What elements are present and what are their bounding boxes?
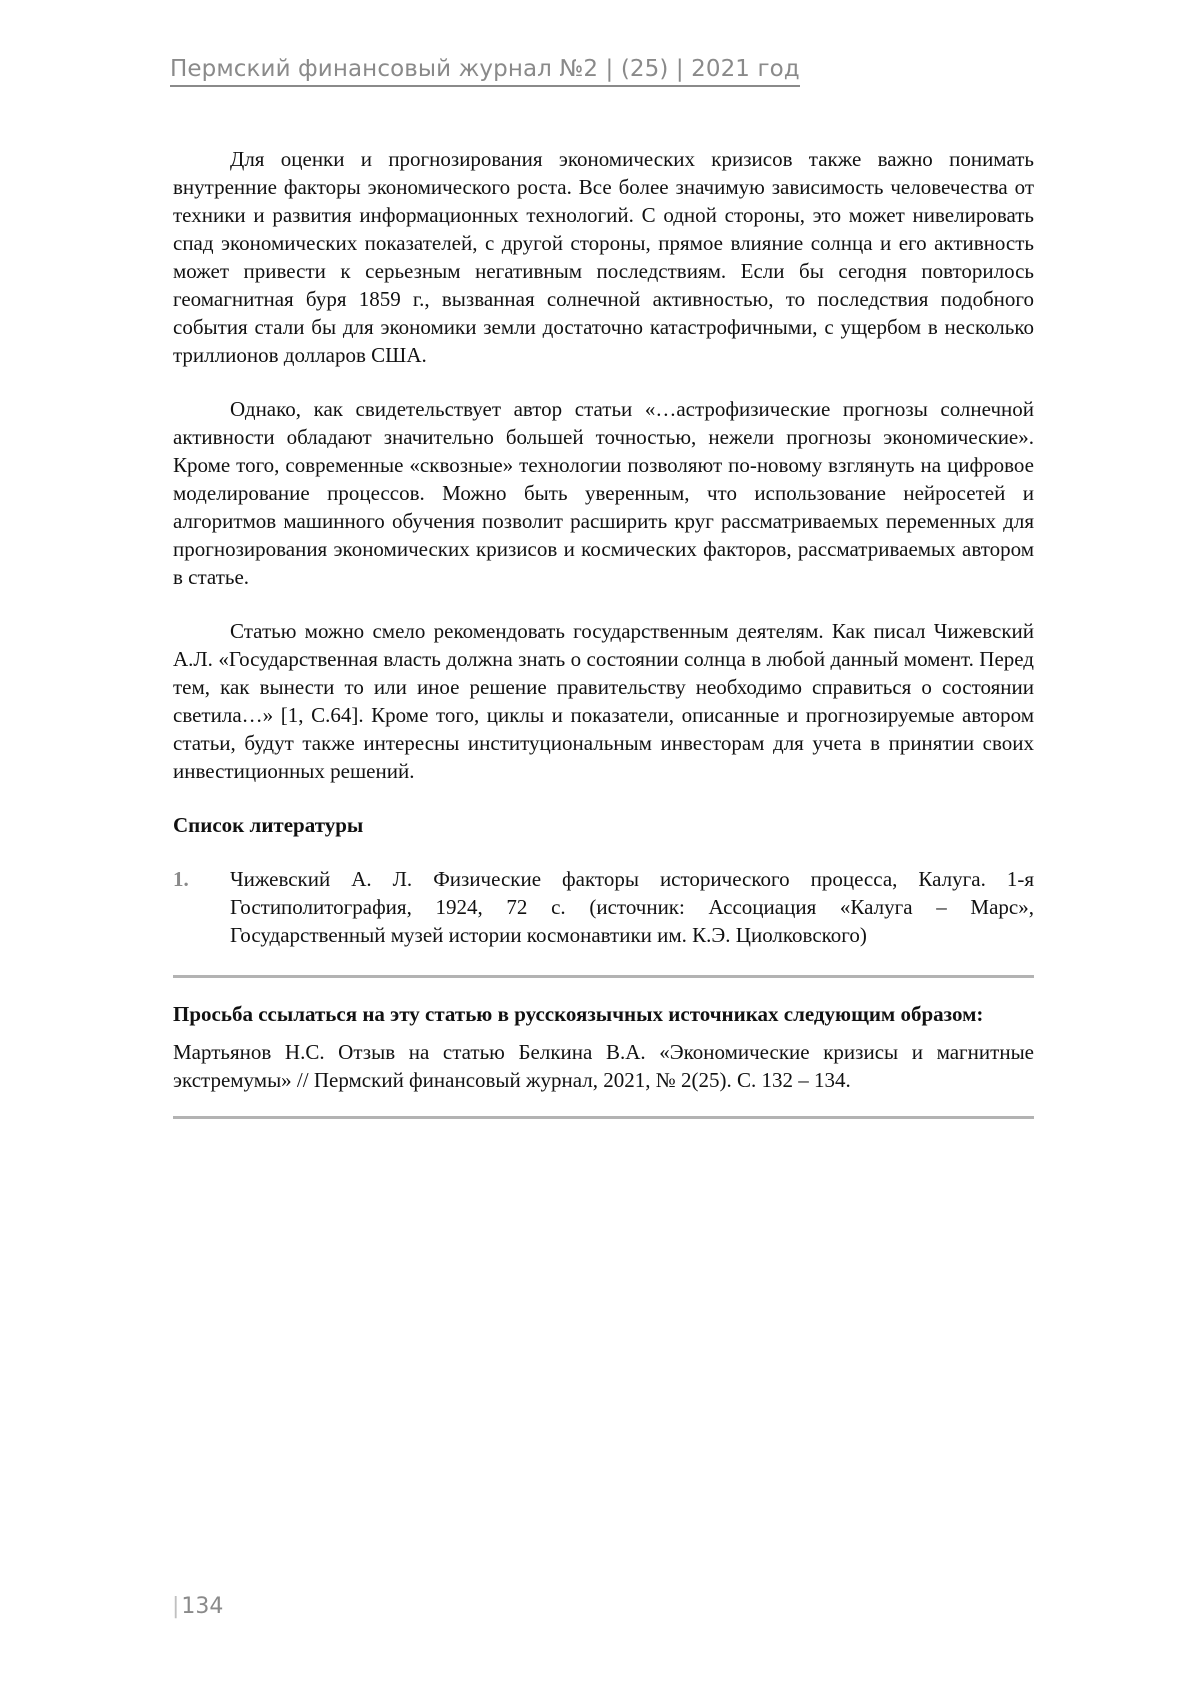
page-number: 134 — [181, 1594, 223, 1619]
body-paragraph-1: Для оценки и прогнозирования экономических кризисов также важно понимать внутренние факторы экономического роста. Все более значимую зависимость человечества от техники и развития информационных технологий. С одной стороны, это может нивелировать спад экономических показателей, с другой стороны, прямое влияние солнца и его активность может привести к серьезным негативным последствиям. Если бы сегодня повторилось геомагнитная буря 1859 г., вызванная солнечной активностью, то последствия подобного события стали бы для экономики земли достаточно катастрофичными, с ущербом в несколько триллионов долларов США. — [173, 145, 1034, 369]
citation-heading: Просьба ссылаться на эту статью в русскоязычных источниках следующим образом: — [173, 1000, 1034, 1028]
reference-text: Чижевский А. Л. Физические факторы исторического процесса, Калуга. 1-я Гостиполитография, 1924, 72 с. (источник: Ассоциация «Калуга – Марс», Государственный музей истории космонавтики им. К.Э. Циолковского) — [230, 865, 1034, 949]
page-content — [173, 145, 1034, 1119]
page-footer — [172, 1594, 223, 1619]
reference-number: 1. — [173, 865, 230, 949]
divider-rule-bottom — [173, 1116, 1034, 1119]
paragraph-gap — [173, 369, 1034, 395]
footer-separator: | — [172, 1594, 179, 1619]
journal-header: Пермский финансовый журнал №2 | (25) | 2021 год — [170, 56, 800, 87]
paragraph-gap — [173, 785, 1034, 811]
references-heading: Список литературы — [173, 811, 1034, 839]
paragraph-gap — [173, 591, 1034, 617]
body-paragraph-2: Однако, как свидетельствует автор статьи «…астрофизические прогнозы солнечной активности обладают значительно большей точностью, нежели прогнозы экономические». Кроме того, современные «сквозные» технологии позволяют по-новому взглянуть на цифровое моделирование процессов. Можно быть уверенным, что использование нейросетей и алгоритмов машинного обучения позволит расширить круг рассматриваемых переменных для прогнозирования экономических кризисов и космических факторов, рассматриваемых автором в статье. — [173, 395, 1034, 591]
reference-item — [173, 865, 1034, 949]
citation-text: Мартьянов Н.С. Отзыв на статью Белкина В.А. «Экономические кризисы и магнитные экстремумы» // Пермский финансовый журнал, 2021, № 2(25). С. 132 – 134. — [173, 1038, 1034, 1094]
body-paragraph-3: Статью можно смело рекомендовать государственным деятелям. Как писал Чижевский А.Л. «Государственная власть должна знать о состоянии солнца в любой данный момент. Перед тем, как вынести то или иное решение правительству необходимо справиться о состоянии светила…» [1, С.64]. Кроме того, циклы и показатели, описанные и прогнозируемые автором статьи, будут также интересны институциональным инвесторам для учета в принятии своих инвестиционных решений. — [173, 617, 1034, 785]
